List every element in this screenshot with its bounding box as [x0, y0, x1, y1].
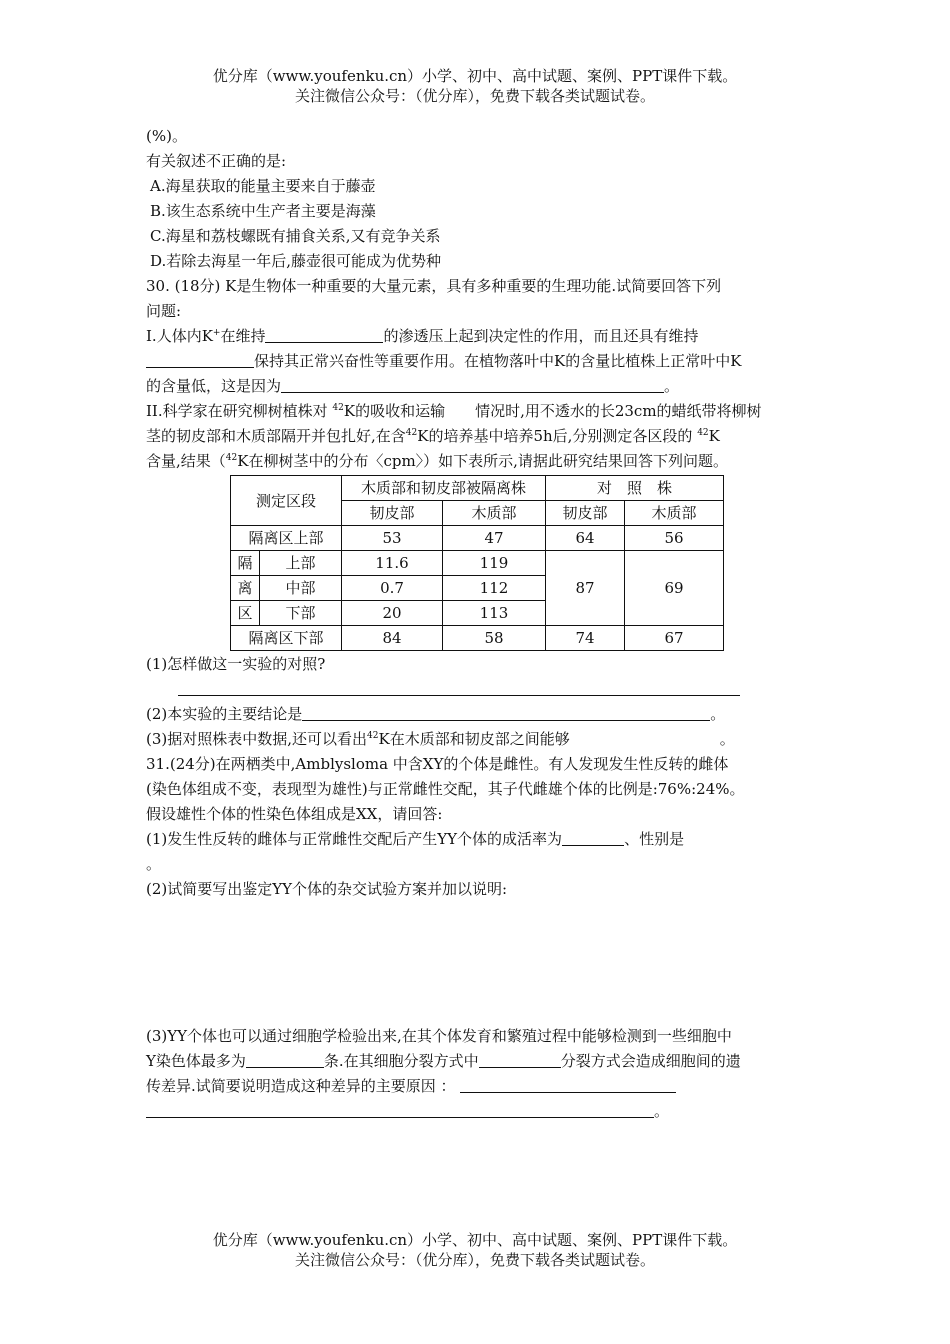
- th-control: 对 照 株: [546, 476, 724, 501]
- header-line-1: 优分库（www.youfenku.cn）小学、初中、高中试题、案例、PPT课件下载。: [212, 67, 738, 85]
- q30-p1-text-c: 的渗透压上起到决定性的作用，而且还具有维持: [383, 327, 699, 345]
- q29-option-a: A.海星获取的能量主要来自于藤壶: [150, 177, 376, 195]
- sub-label-middle: 中部: [260, 576, 342, 601]
- q31-sub3-line2: [146, 1049, 810, 1074]
- q30-p2-text-e: K的培养基中培养5h后,分别测定各区段的: [417, 427, 693, 445]
- table-row: [231, 626, 724, 651]
- q31-intro-line2: (染色体组成不变，表现型为雄性)与正常雌性交配，其子代雌雄个体的比例是:76%:24%。: [146, 780, 745, 798]
- iso-char-2: 离: [231, 576, 260, 601]
- q30-p2-text-f: K: [708, 427, 720, 445]
- q31-answer-space[interactable]: [146, 902, 810, 1024]
- cell: 67: [625, 626, 724, 651]
- th-phloem: 韧皮部: [342, 501, 443, 526]
- table-row: [231, 551, 724, 576]
- cell: 0.7: [342, 576, 443, 601]
- cell: 58: [443, 626, 546, 651]
- cell-iso-control-xylem: 69: [625, 551, 724, 626]
- q30-p1-sup: +: [212, 328, 221, 338]
- q30-p2-text-c: 情况时,用不透水的长23cm的蜡纸带将柳树: [475, 402, 762, 420]
- q29-option-c: C.海星和荔枝螺既有捕食关系,又有竞争关系: [150, 227, 441, 245]
- cell: 112: [443, 576, 546, 601]
- q30-blank-2[interactable]: [146, 351, 254, 368]
- q30-part1-line1: [146, 324, 810, 349]
- th-phloem-control: 韧皮部: [546, 501, 625, 526]
- q30-s3-end: 。: [719, 730, 735, 748]
- q30-part2-line1: [146, 399, 810, 424]
- cell: 53: [342, 526, 443, 551]
- cell: 84: [342, 626, 443, 651]
- iso-char-1: 隔: [231, 551, 260, 576]
- q30-p1-end: 。: [664, 377, 680, 395]
- q30-p1-text-d: 保持其正常兴奋性等重要作用。在植物落叶中K的含量比植株上正常叶中K: [254, 352, 742, 370]
- q31-sub1-end: 。: [146, 855, 162, 873]
- q30-p1-text-e: 的含量低，这是因为: [146, 377, 282, 395]
- q31-sub2: (2)试简要写出鉴定YY个体的杂交试验方案并加以说明:: [146, 880, 508, 898]
- q30-sub3: [146, 727, 810, 752]
- q29-tail: (%)。: [146, 127, 187, 145]
- page-footer: [0, 1230, 950, 1270]
- q30-s3-sup: 42: [367, 731, 379, 741]
- q31-s3-text-c: 条.在其细胞分裂方式中: [323, 1052, 479, 1070]
- q30-p2-sup-4: 42: [225, 453, 238, 463]
- cell-iso-control-phloem: 87: [546, 551, 625, 626]
- th-xylem-control: 木质部: [625, 501, 724, 526]
- q30-p1-text-b: 在维持: [220, 327, 266, 345]
- iso-char-3: 区: [231, 601, 260, 626]
- q31-sub1: [146, 827, 810, 852]
- q31-sub3-line3: [146, 1074, 810, 1099]
- table-row: [231, 526, 724, 551]
- q30-s3-text-b: K在木质部和韧皮部之间能够: [378, 730, 570, 748]
- q30-sub1-answer-line: [146, 677, 810, 702]
- q30-sub2: [146, 702, 810, 727]
- footer-line-1: 优分库（www.youfenku.cn）小学、初中、高中试题、案例、PPT课件下载。: [212, 1231, 738, 1249]
- q30-p1-text-a: I.人体内K: [146, 327, 213, 345]
- q31-blank-1[interactable]: [562, 829, 624, 846]
- sub-label-upper: 上部: [260, 551, 342, 576]
- q30-p2-sup-2: 42: [405, 428, 418, 438]
- q30-blank-5[interactable]: [302, 704, 710, 721]
- q30-sub1: (1)怎样做这一实验的对照?: [146, 655, 326, 673]
- q30-intro-line1: 30. (18分) K是生物体一种重要的大量元素，具有多种重要的生理功能.试简要回答下列: [146, 277, 722, 295]
- q30-p2-sup-1: 42: [332, 403, 344, 413]
- q31-sub3-line4: [146, 1099, 810, 1124]
- q30-intro-line2: 问题:: [146, 302, 182, 320]
- q30-part2-line3: [146, 449, 810, 474]
- potassium-distribution-table: [230, 475, 724, 651]
- page-header: [0, 66, 950, 106]
- cell: 64: [546, 526, 625, 551]
- q31-blank-5[interactable]: [146, 1101, 654, 1118]
- sub-label-lower: 下部: [260, 601, 342, 626]
- q30-part1-line2: [146, 349, 810, 374]
- q30-blank-4[interactable]: [178, 679, 740, 696]
- cell: 47: [443, 526, 546, 551]
- q30-p2-text-b: K的吸收和运输: [343, 402, 446, 420]
- q29-option-d: D.若除去海星一年后,藤壶很可能成为优势种: [150, 252, 442, 270]
- q31-s1-text-b: 、性别是: [624, 830, 685, 848]
- cell: 119: [443, 551, 546, 576]
- row-label-lower: 隔离区下部: [231, 626, 342, 651]
- th-separated: 木质部和韧皮部被隔离株: [342, 476, 546, 501]
- cell: 56: [625, 526, 724, 551]
- q30-p2-text-g: 含量,结果（: [146, 452, 226, 470]
- q31-s3-end: 。: [654, 1102, 670, 1120]
- q30-part2-line2: [146, 424, 810, 449]
- cell: 113: [443, 601, 546, 626]
- q29-stem: 有关叙述不正确的是:: [146, 152, 287, 170]
- q31-sub3-line1: (3)YY个体也可以通过细胞学检验出来,在其个体发育和繁殖过程中能够检测到一些细胞中: [146, 1027, 732, 1045]
- q30-s2-text: (2)本实验的主要结论是: [146, 705, 303, 723]
- q31-s3-text-b: Y染色体最多为: [146, 1052, 246, 1070]
- q30-p2-text-a: II.科学家在研究柳树植株对: [146, 402, 328, 420]
- cell: 11.6: [342, 551, 443, 576]
- q31-s3-text-e: 传差异.试简要说明造成这种差异的主要原因 ：: [146, 1077, 456, 1095]
- q31-s1-text-a: (1)发生性反转的雌体与正常雌性交配后产生YY个体的成活率为: [146, 830, 563, 848]
- cell: 20: [342, 601, 443, 626]
- q31-s3-text-d: 分裂方式会造成细胞间的遗: [560, 1052, 741, 1070]
- q31-intro-line1: 31.(24分)在两栖类中,Amblysloma 中含XY的个体是雌性。有人发现发生性反转的雌体: [146, 755, 729, 773]
- q30-s3-text-a: (3)据对照株表中数据,还可以看出: [146, 730, 368, 748]
- q29-option-b: B.该生态系统中生产者主要是海藻: [150, 202, 376, 220]
- q31-blank-3[interactable]: [479, 1051, 561, 1068]
- q30-blank-1[interactable]: [265, 326, 383, 343]
- q31-blank-4[interactable]: [460, 1076, 676, 1093]
- q30-p2-text-d: 茎的韧皮部和木质部隔开并包扎好,在含: [146, 427, 406, 445]
- q31-intro-line3: 假设雄性个体的性染色体组成是XX，请回答:: [146, 805, 443, 823]
- q30-p2-text-h: K在柳树茎中的分布〈cpm〉）如下表所示,请据此研究结果回答下列问题。: [237, 452, 728, 470]
- page-content: [146, 124, 810, 1124]
- th-xylem: 木质部: [443, 501, 546, 526]
- q30-part1-line3: [146, 374, 810, 399]
- q30-p2-sup-3: 42: [697, 428, 709, 438]
- q30-blank-3[interactable]: [281, 376, 664, 393]
- q30-s2-end: 。: [710, 705, 726, 723]
- header-line-2: 关注微信公众号：（优分库），免费下载各类试题试卷。: [294, 87, 655, 105]
- cell: 74: [546, 626, 625, 651]
- th-region: 测定区段: [231, 476, 342, 526]
- footer-line-2: 关注微信公众号：（优分库），免费下载各类试题试卷。: [294, 1251, 655, 1269]
- row-label-upper: 隔离区上部: [231, 526, 342, 551]
- q31-blank-2[interactable]: [246, 1051, 324, 1068]
